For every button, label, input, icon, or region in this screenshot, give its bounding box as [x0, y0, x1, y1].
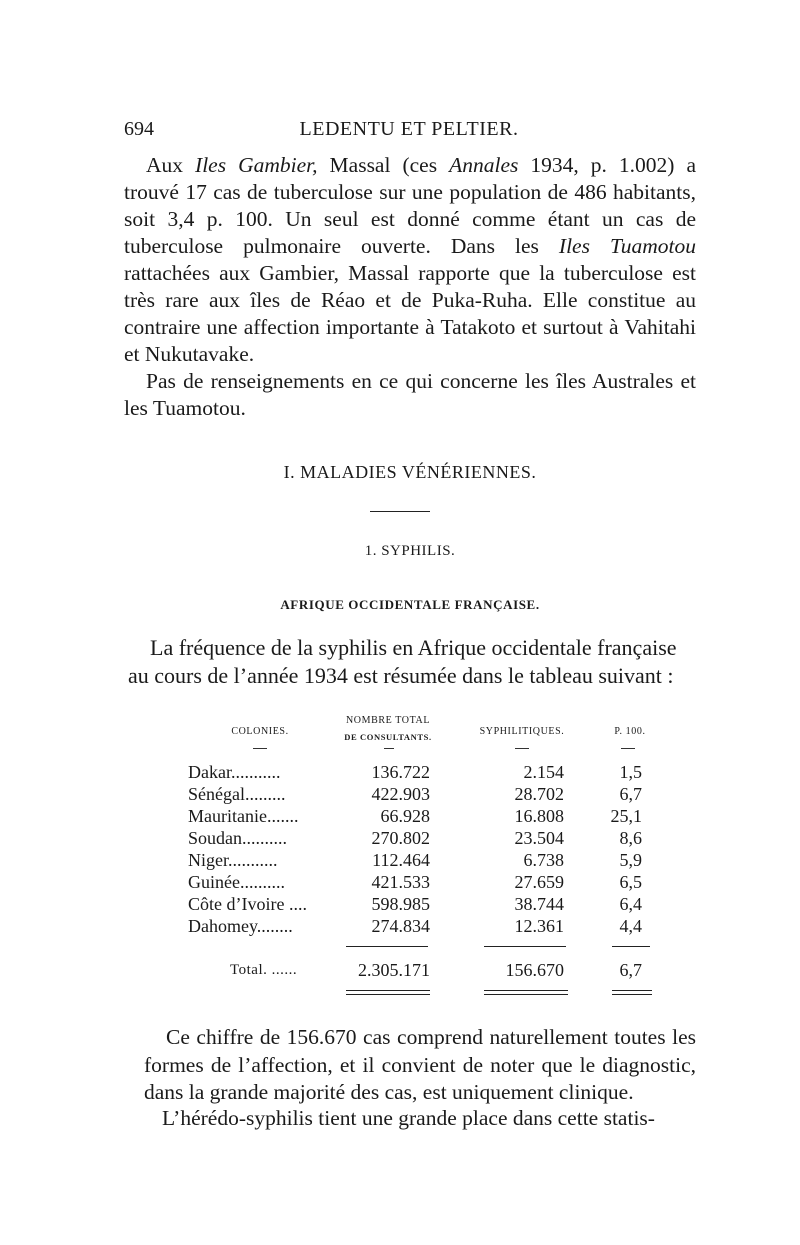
table-cell-syphilitiques: 27.659 — [514, 872, 564, 892]
table-cell-colony: Mauritanie....... — [188, 806, 299, 826]
paragraph-australes: Pas de renseignements en ce qui concerne les îles Australes et les Tuamotou. — [124, 369, 696, 420]
table-cell-colony: Dahomey........ — [188, 916, 293, 936]
table-cell-syphilitiques: 28.702 — [514, 784, 564, 804]
total-double-rule — [346, 994, 430, 995]
table-cell-syphilitiques: 16.808 — [514, 806, 564, 826]
table-cell-consultants: 421.533 — [371, 872, 430, 892]
total-double-rule — [612, 990, 652, 991]
page-number: 694 — [124, 118, 154, 140]
table-cell-colony: Côte d’Ivoire .... — [188, 894, 307, 914]
table-intro: La fréquence de la syphilis en Afrique occidentale française au cours de l’année 1934 est résumée dans le tableau suivant : — [128, 635, 677, 688]
place-name: Iles Gambier, — [195, 153, 318, 177]
region-heading: AFRIQUE OCCIDENTALE FRANÇAISE. — [280, 597, 540, 612]
total-double-rule — [484, 994, 568, 995]
col-header-consultants: NOMBRE TOTAL — [345, 715, 431, 726]
col-header-colonies: COLONIES. — [231, 726, 289, 737]
col-header-syphilitiques: SYPHILITIQUES. — [479, 726, 565, 737]
table-cell-pct: 25,1 — [610, 806, 642, 826]
header-dash — [384, 748, 394, 749]
paragraph-diagnostic: Ce chiffre de 156.670 cas comprend naturellement toutes les formes de l’affection, et il convient de noter que le diagnostic, dans la grande majorité des cas, est uniquement clinique. — [144, 1025, 696, 1104]
total-syphilitiques: 156.670 — [505, 960, 564, 980]
table-cell-pct: 5,9 — [619, 850, 642, 870]
table-cell-pct: 6,7 — [619, 784, 642, 804]
table-cell-consultants: 274.834 — [371, 916, 430, 936]
table-cell-syphilitiques: 6.738 — [523, 850, 564, 870]
sum-rule — [612, 946, 650, 947]
journal-name: Annales — [449, 153, 519, 177]
total-label: Total. ...... — [230, 962, 298, 978]
total-consultants: 2.305.171 — [358, 960, 430, 980]
col-header-consultants-2: DE CONSULTANTS. — [344, 732, 432, 742]
paragraph-heredo: L’hérédo-syphilis tient une grande place dans cette statis- — [162, 1106, 655, 1130]
header-dash — [515, 748, 529, 749]
table-cell-pct: 1,5 — [619, 762, 642, 782]
table-cell-pct: 6,4 — [619, 894, 642, 914]
table-cell-syphilitiques: 12.361 — [514, 916, 564, 936]
table-cell-consultants: 112.464 — [372, 850, 430, 870]
header-dash — [253, 748, 267, 749]
table-cell-consultants: 270.802 — [371, 828, 430, 848]
total-double-rule — [612, 994, 652, 995]
table-cell-colony: Niger........... — [188, 850, 278, 870]
table-cell-consultants: 422.903 — [371, 784, 430, 804]
table-cell-pct: 4,4 — [619, 916, 642, 936]
header-dash — [621, 748, 635, 749]
table-cell-pct: 8,6 — [619, 828, 642, 848]
table-cell-colony: Dakar........... — [188, 762, 281, 782]
total-double-rule — [484, 990, 568, 991]
table-cell-pct: 6,5 — [619, 872, 642, 892]
table-cell-colony: Sénégal......... — [188, 784, 286, 804]
sum-rule — [346, 946, 428, 947]
table-cell-colony: Guinée.......... — [188, 872, 285, 892]
total-pct: 6,7 — [619, 960, 642, 980]
sum-rule — [484, 946, 566, 947]
paragraph-gambier: Aux Iles Gambier, Massal (ces Annales 1934, p. 1.002) a trouvé 17 cas de tuberculose sur une population de 486 habitants, soit 3,4 p. 100. Un seul est donné comme étant un cas de tuberculose pulmonaire ouverte. Dans les Iles Tuamotou rattachées aux Gambier, Massal rapporte que la tuberculose est très rare aux îles de Réao et de Puka-Ruha. Elle constitue au contraire une affection importante à Tatakoto et surtout à Vahitahi et Nukutavake. — [124, 153, 696, 366]
table-cell-syphilitiques: 2.154 — [523, 762, 564, 782]
table-cell-syphilitiques: 38.744 — [514, 894, 564, 914]
col-header-pct: P. 100. — [614, 726, 646, 737]
table-cell-consultants: 598.985 — [371, 894, 430, 914]
table-cell-syphilitiques: 23.504 — [514, 828, 564, 848]
table-cell-colony: Soudan.......... — [188, 828, 287, 848]
place-name: Iles Tuamotou — [558, 234, 696, 258]
table-cell-consultants: 66.928 — [380, 806, 430, 826]
section-heading: I. MALADIES VÉNÉRIENNES. — [283, 462, 537, 482]
running-title: LEDENTU ET PELTIER. — [299, 118, 519, 140]
table-cell-consultants: 136.722 — [371, 762, 430, 782]
total-double-rule — [346, 990, 430, 991]
subsection-heading: 1. SYPHILIS. — [364, 543, 456, 559]
